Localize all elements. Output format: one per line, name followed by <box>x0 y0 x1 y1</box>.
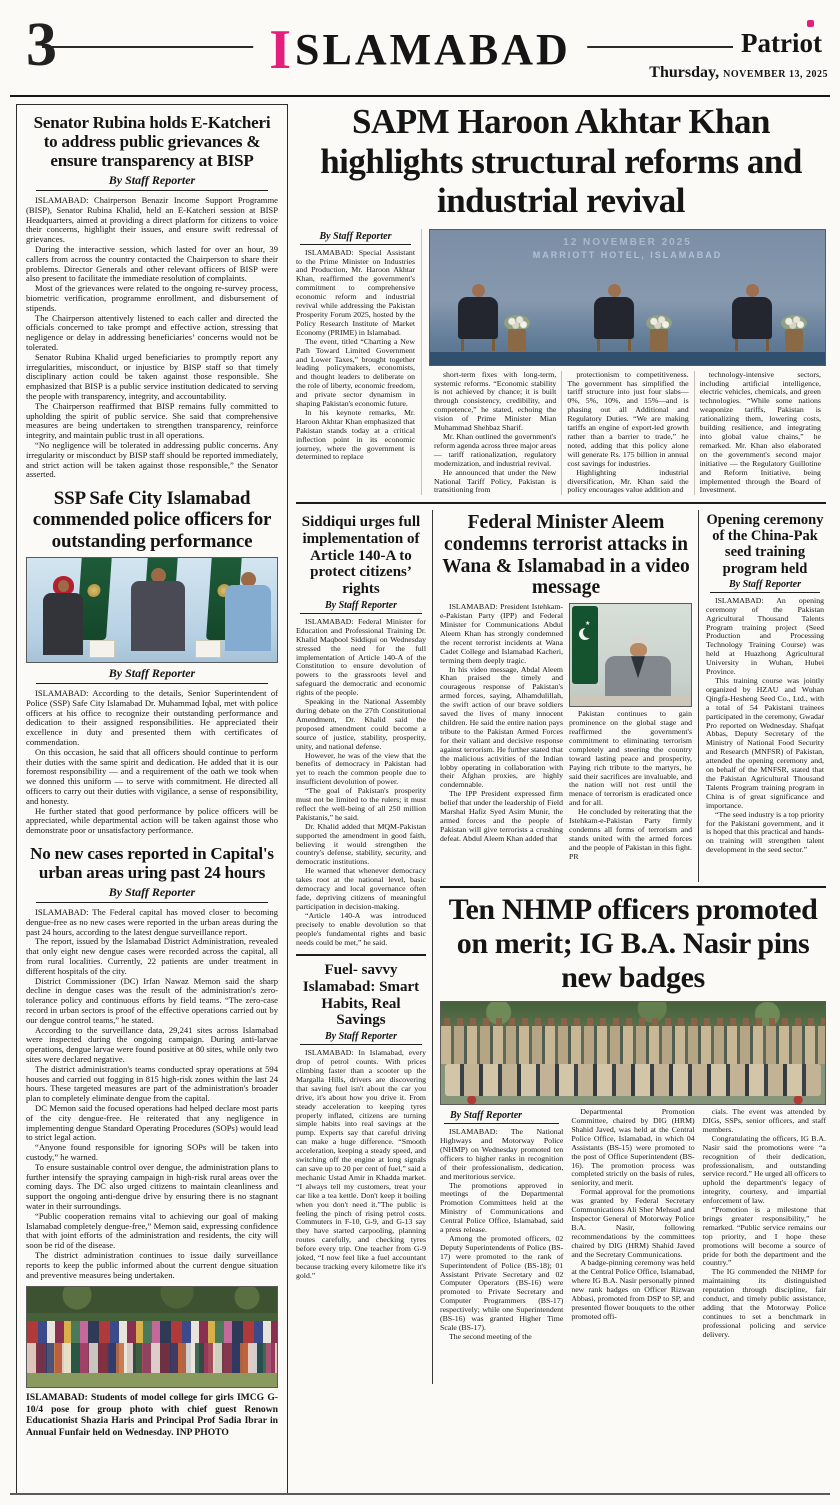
masthead <box>0 0 840 98</box>
paragraph: District Commissioner (DC) Irfan Nawaz Memon said the sharp decline in dengue cases was the result of the administration's zero-tolerance policy and continuous efforts by field teams. “The zero-case record in urban sectors is proof of the effective operations carried out by our dengue control teams,” he stated. <box>26 975 278 1025</box>
sapm-body-col2 <box>429 371 561 496</box>
paragraph: On this occasion, he said that all officers should continue to perform their duties with the same spirit and dedication. He added that it is our foremost responsibility — and a requirement of the oath we took when we donned this uniform — to serve with commitment. He directed all officers to carry out their duties with vigilance, a sense of responsibility, and honesty. <box>26 746 278 806</box>
nhmp-body-col3 <box>703 1108 826 1384</box>
fuel-article-headline: Fuel- savvy Islamabad: Smart Habits, Real Savings <box>302 962 420 1029</box>
flower-stand <box>508 329 526 351</box>
paragraph: The IPP President expressed firm belief that under the leadership of Field Marshal Hafiz Syed Asim Munir, the armed forces and the people of Pakistan will give terrorists a crushing defeat. Abdul Aleem Khan added that <box>440 789 563 843</box>
nhmp-body-col1-wrap <box>440 1108 563 1384</box>
minister-figure <box>599 635 677 696</box>
officer-figure <box>131 568 185 651</box>
seed-article <box>698 510 826 882</box>
paragraph: Pakistan continues to gain prominence on the global stage and reaffirmed the government's commitment to eliminating terrorism completely and steering the country toward lasting peace and prosperity, Paying rich tribute to the martyrs, he said their sacrifices are invaluable, and the nation will not rest until the menace of terrorism is eradicated once and for all. <box>569 709 692 808</box>
nhmp-body-col2 <box>571 1108 694 1384</box>
paragraph: Highlighting industrial diversification, Mr. Khan said the policy encourages value addition and <box>567 467 689 495</box>
siddiqui-article-byline: By Staff Reporter <box>300 600 422 614</box>
aleem-body-col2 <box>569 710 692 861</box>
pakistan-flag-icon <box>572 606 598 684</box>
paragraph: protectionism to competitiveness. The government has simplified the tariff structure into just four slabs—0%, 5%, 10%, and 15%—and is phasing out all Additional and Regulatory Duties. “We are making tariffs an engine of export-led growth rather than a barrier to trade,” he noted, adding that this policy alone will generate Rs. 175 billion in annual cost savings for industries. <box>567 369 689 468</box>
section-title <box>253 19 587 81</box>
paragraph: According to the surveillance data, 29,241 sites across Islamabad were inspected during the ongoing campaign. During anti-larvae operations, dengue larvae were found positive at 80 sites, while only two sites were declared negative. <box>26 1024 278 1064</box>
section-title-initial: I <box>269 19 294 81</box>
star-icon: ★ <box>585 621 591 628</box>
ssp-article-byline: By Staff Reporter <box>36 666 268 684</box>
paragraph: cials. The event was attended by DIGs, SSPs, senior officers, and staff members. <box>702 1108 826 1134</box>
paragraph: Departmental Promotion Committee, chaired by DIG (HRM) Shahid Javed, was held at the Central Police Office, Islamabad, in which 04 Assistants (BS-15) were promoted to the post of Office Superintendent (BS-16). The promotion process was completed strictly on the basis of rules, seniority, and merit. <box>571 1108 695 1188</box>
paragraph: Congratulating the officers, IG B.A. Nasir said the promotions were “a recognition of their dedication, professionalism, and outstanding service record.” He urged all officers to uphold the department's legacy of integrity, courtesy, and impartial enforcement of law. <box>702 1133 826 1206</box>
left-column <box>16 104 288 1494</box>
paragraph: The district administration's teams conducted spray operations at 594 houses and carried out fogging in 815 high-risk zones within the last 24 hours. These targeted measures are part of the administration's broader plan to completely eliminate dengue from the capital. <box>26 1063 278 1104</box>
paragraph: ISLAMABAD: Special Assistant to the Prime Minister on Industries and Production, Mr. Haroon Akhtar Khan, reaffirmed the government's commitment to comprehensive economic reform and industrial revival while addressing the Pakistan Prosperity Forum 2025, hosted by the Policy Research Institute of Market Economy (PRIME) in Islamabad. <box>296 247 415 337</box>
paragraph: ISLAMABAD: President Istehkam-e-Pakistan Party (IPP) and Federal Minister for Communications Abdul Aleem Khan has strongly condemned the recent terrorist incidents at Wana Cadet College and Islamabad Kacheri, terming them deeply tragic. <box>440 602 563 665</box>
right-stack <box>432 510 826 1384</box>
section-title-rest: SLAMABAD <box>295 25 571 74</box>
paragraph: The IG commended the NHMP for maintaining its distinguished reputation through discipline, fair conduct, and timely public assistance, adding that the Motorway Police continues to set a benchmark in professional policing and service delivery. <box>702 1267 826 1339</box>
page-number: 3 <box>26 11 57 79</box>
sapm-body-col1 <box>296 249 415 463</box>
paragraph: To ensure sustainable control over dengue, the administration plans to further intensify the spraying campaign in high-risk rural areas over the coming days. The DC also urged citizens to maintain cleanliness and support the ongoing anti-dengue drive by ensuring there is no stagnant water in their surroundings. <box>26 1161 278 1211</box>
crescent-icon <box>579 628 591 640</box>
paragraph: During the interactive session, which lasted for over an hour, 39 callers from across the country contacted the Chairperson to share their problems. Director Generals and other relevant officers of BISP were also present to facilitate the immediate resolution of complaints. <box>26 244 278 284</box>
prosperity-forum-photo <box>429 229 826 366</box>
paragraph: He concluded by reiterating that the Istehkam-e-Pakistan Party firmly condemns all forms of terrorism and stands united with the armed forces and the people of Pakistan in this fight. PR <box>569 807 692 861</box>
aleem-body-col2-wrap <box>569 603 692 861</box>
paragraph: ISLAMABAD: The National Highways and Motorway Police (NHMP) on Wednesday promoted ten officers to higher ranks in recognition of their professionalism, dedication, and meritorious service. <box>440 1127 564 1181</box>
nhmp-article <box>440 886 826 1384</box>
aleem-khan-photo <box>569 603 692 707</box>
certificate <box>195 640 221 658</box>
paragraph: The Chairperson reaffirmed that BISP remains fully committed to upholding the spirit of public service. She said that comprehensive measures are being undertaken to strengthen transparency, reinforce integrity, and maintain public trust in all operations. <box>26 400 278 441</box>
nhmp-top-rule <box>440 886 826 888</box>
paragraph: In his video message, Abdal Aleem Khan praised the timely and courageous response of Pakistan's armed forces, saying, Alhamdulillah, the swift action of our brave soldiers saved the lives of many innocent children. He said the entire nation pays tribute to the Pakistan Armed Forces for their valiant and decisive response against terrorism. He further stated that the malicious activities of the Indian lobby operating in collaboration with their Afghan proxies, are highly condemnable. <box>440 664 563 790</box>
dengue-article-headline: No new cases reported in Capital's urban areas uring past 24 hours <box>30 843 274 882</box>
seed-article-body <box>706 597 824 855</box>
dengue-article-body <box>26 908 278 1280</box>
siddiqui-article-headline: Siddiqui urges full implementation of Article 140-A to protect citizens’ rights <box>301 513 421 598</box>
paragraph: He announced that under the New National Tariff Policy, Pakistan is transitioning from <box>434 467 557 495</box>
paragraph: The district administration continues to issue daily surveillance reports to keep the public informed about the current dengue situation and preventive measures being undertaken. <box>26 1249 278 1280</box>
paragraph: “Article 140-A was introduced precisely to enable devolution so that people's fundamental rights and basic needs could be met,” he said. <box>296 910 426 947</box>
paragraph: “The seed industry is a top priority for the Pakistani government, and it is hoped that this practical and hands-on training will strengthen talent development in the seed sector.” <box>706 809 824 855</box>
ssp-article-body <box>26 689 278 836</box>
panelist-figure <box>726 284 778 351</box>
paragraph: He warned that whenever democracy takes root at the national level, basic democracy and local governance often fade, depriving citizens of meaningful participation in decision-making. <box>296 866 426 911</box>
paragraph: A badge-pinning ceremony was held at the Central Police Office, Islamabad, where IG B.A. Nasir personally pinned new rank badges on Officer Rizwan Abbasi, promoted from DSP to SP, and presented flower bouquets to the other promoted offi- <box>571 1258 695 1321</box>
page-bottom-rule <box>10 1493 830 1495</box>
header-bottom-rule <box>10 95 830 97</box>
nhmp-group-photo <box>440 1001 826 1105</box>
paragraph: In his keynote remarks, Mr. Haroon Akhtar Khan emphasized that Pakistan stands today at a critical inflection point in its economic journey, where the government is determined to replace <box>296 407 415 462</box>
panelist-figure <box>588 284 640 351</box>
paragraph: short-term fixes with long-term, systemic reforms. “Economic stability is not achieved by chance; it is built through consistency, credibility, and competence,” he stated, echoing the vision of Prime Minister Mian Muhammad Shehbaz Sharif. <box>434 369 557 433</box>
flower-stand <box>650 329 668 351</box>
senator-article-body <box>26 196 278 480</box>
dateline-date: NOVEMBER 13, 2025 <box>723 69 828 80</box>
officer-figure <box>225 572 271 651</box>
backdrop-venue: MARRIOTT HOTEL, ISLAMABAD <box>532 249 723 260</box>
sapm-body-col3 <box>561 371 693 496</box>
paragraph: The Chairperson attentively listened to each caller and directed the officials concerned to take prompt and effective action, stressing that negligence or delay in addressing beneficiaries’ concerns would not be tolerated. <box>26 312 278 353</box>
flag-emblem-icon <box>87 584 101 597</box>
brand-logo: Patriot <box>733 30 830 57</box>
sapm-right-block <box>429 229 826 496</box>
article-divider-rule <box>296 954 426 956</box>
sapm-columns-2-4 <box>429 371 826 496</box>
backdrop-date: 12 NOVEMBER 2025 <box>563 236 692 248</box>
paragraph: “Promotion is a milestone that brings greater responsibility,” he remarked. “Public service remains our top priority, and I hope these promotions will become a source of pride for both the department and the country.” <box>702 1205 826 1268</box>
aleem-article-headline: Federal Minister Aleem condemns terrorist attacks in Wana & Islamabad in a video message <box>442 511 690 599</box>
sapm-article-byline: By Staff Reporter <box>300 231 411 245</box>
ssp-article-headline: SSP Safe City Islamabad commended police officers for outstanding performance <box>32 488 272 552</box>
paragraph: The promotions approved in meetings of the Departmental Promotion Committees held at the Ministry of Communications and Central Police Office, Islamabad, said a press release. <box>440 1180 564 1235</box>
paragraph: DC Memon said the focused operations had helped declare most parts of the city dengue-free. He reiterated that any negligence in implementing dengue Standard Operating Procedures (SOPs) would lead to strict legal action. <box>26 1102 278 1143</box>
paragraph: ISLAMABAD: In Islamabad, every drop of petrol counts. With prices climbing faster than a scooter up the Margalla Hills, drivers are discovering that saving fuel isn't about the car you drive, it's about how you drive it. From steady acceleration to keeping tyres properly inflated, citizens are turning simple habits into real savings at the pump. Experts say that careful driving can make a huge difference. “Smooth acceleration, keeping a steady speed, and switching off the engine at long signals can save up to 20 per cent of fuel,” said a mechanic Ustad Amir in Khadda market. “I always tell my customers, treat your car like a tea kettle. Don't keep it boiling when you don't need it.”The public is feeling the pinch of rising petrol costs. Commuters in F-10, G-9, and G-13 say they have started carpooling, planning routes carefully, and checking tyres before every trip. One teacher from G-9 joked, “I now feel like a fuel accountant because tracking every kilometre like it's gold.” <box>296 1048 426 1280</box>
paragraph: ISLAMABAD: According to the details, Senior Superintendent of Police (SSP) Safe City Islamabad Dr. Muhammad Iqbal, met with police officers at his office to recognize their outstanding performance and dedication to their assigned responsibilities. He appreciated their excellence in duty and presented them with certificates of commendation. <box>26 688 278 747</box>
funfair-group-photo <box>26 1286 278 1388</box>
desk <box>570 696 691 706</box>
sapm-article <box>296 229 826 496</box>
paragraph: Most of the grievances were related to the ongoing re-survey process, biometric verification, programme enrollment, and disbursement of stipends. <box>26 283 278 313</box>
paragraph: technology-intensive sectors, including artificial intelligence, electric vehicles, chemicals, and green technologies. “While some nations weaponize tariffs, Pakistan is rationalizing them, lowering costs, building resilience, and integrating into global value chains,” he remarked. Mr. Khan also elaborated on the government's second major initiative — the Regulatory Guillotine and Reform Initiative, being implemented through the Board of Investment. <box>699 369 821 495</box>
paragraph: The report, issued by the Islamabad District Administration, revealed that only eight new dengue cases were recorded across the capital, all from rural localities. Currently, 22 patients are under treatment in different hospitals of the city. <box>26 936 278 976</box>
column-a <box>296 510 432 1384</box>
paragraph: Mr. Khan outlined the government's reform agenda across three major areas — tariff rationalization, regulatory modernization, and industrial revival. <box>434 431 557 468</box>
dateline <box>643 64 828 82</box>
siddiqui-article-body <box>296 618 426 948</box>
sapm-column-1 <box>296 229 422 496</box>
dateline-day: Thursday, <box>649 64 720 81</box>
aleem-seed-row <box>440 510 826 882</box>
paragraph: Among the promoted officers, 02 Deputy Superintendents of Police (BS-17) were promoted to the rank of Superintendent of Police (BS-18); 01 Assistant Private Secretary and 02 Computer Operators (BS-16) were promoted to Private Secretary and Computer Programmers (BS-17) respectively; while one Superintendent (BS-16) was granted Higher Time Scale (BS-17). <box>440 1233 564 1333</box>
paragraph: Formal approval for the promotions was granted by Federal Secretary Communications Ali Sher Mehsud and Inspector General of Motorway Police B.A. Nasir, following recommendations by the committees chaired by DIG (HRM) Shahid Javed and the Secretary Communications. <box>571 1187 695 1259</box>
section-divider-rule <box>296 502 826 504</box>
nhmp-columns <box>440 1108 826 1384</box>
fuel-article-byline: By Staff Reporter <box>300 1031 422 1045</box>
brand-accent-mark <box>807 20 814 27</box>
sapm-body-col4 <box>694 371 826 496</box>
panelist-figure <box>452 284 504 351</box>
funfair-photo-caption: ISLAMABAD: Students of model college for girls IMCG G-10/4 pose for group photo with chief guest Renown Educationist Shazia Haris and Principal Prof Sadia Ibrar in Annual Funfair held on Wednesday. INP PHOTO <box>26 1392 278 1438</box>
paragraph: “No negligence will be tolerated in addressing public concerns. Any irregularity or misconduct by BISP staff should be reported immediately, and strict action will be taken against those responsible,” the Senator asserted. <box>26 440 278 480</box>
lower-band <box>296 510 826 1384</box>
paragraph: However, he was of the view that the benefits of democracy in Pakistan had yet to reach the common people due to insufficient devolution of power. <box>296 750 426 787</box>
main-area <box>296 102 826 1498</box>
nhmp-article-headline: Ten NHMP officers promoted on merit; IG B.A. Nasir pins new badges <box>448 892 818 994</box>
paragraph: ISLAMABAD: The Federal capital has moved closer to becoming dengue-free as no new cases were reported in the urban areas during the past 24 hours, according to the latest dengue surveillance report. <box>26 907 278 937</box>
flower-stand <box>785 329 803 351</box>
nhmp-body-col1 <box>440 1128 563 1342</box>
paragraph: ISLAMABAD: Federal Minister for Education and Professional Training Dr. Khalid Maqbool Siddiqui on Wednesday stressed the need for the full implementation of Article 140-A of the Constitution to ensure devolution of powers to the grassroots level and safeguard the democratic and economic rights of the people. <box>296 616 426 698</box>
dengue-article-byline: By Staff Reporter <box>36 885 268 903</box>
aleem-body-col1 <box>440 603 563 861</box>
fuel-article-body <box>296 1049 426 1281</box>
paragraph: “Anyone found responsible for ignoring SOPs will be taken into custody,” he warned. <box>26 1142 278 1162</box>
certificate <box>89 640 115 658</box>
paragraph: “Public cooperation remains vital to achieving our goal of making Islamabad completely dengue-free,” Memon said, expressing confidence that with joint efforts of the administration and residents, the city will soon be rid of the disease. <box>26 1210 278 1251</box>
paragraph: Dr. Khalid added that MQM-Pakistan supported the amendment in good faith, believing it would strengthen the country's defense, stability, security, and democratic institutions. <box>296 821 426 867</box>
paragraph: This training course was jointly organized by HZAU and Wuhan Qingfa-Hesheng Seed Co., Ltd., with a total of 54 Pakistani trainees participated in the ceremony, Gwadar Pro reported on Wednesday. Shafqat Abbas, Deputy Secretary of the Ministry of National Food Security and Research (MNFSR) of Pakistan, attended the opening ceremony and, on behalf of the MNFSR, stated that the Pakistan Agricultural Thousand Talents Program training program in China is of great significance and importance. <box>706 676 824 810</box>
officer-figure <box>43 576 83 655</box>
seed-article-headline: Opening ceremony of the China-Pak seed training program held <box>706 511 824 577</box>
paragraph: The event, titled “Charting a New Path Toward Limited Government and Lower Taxes,” brought together leading policymakers, economists, and thought leaders to deliberate on the role of liberty, economic freedom, and private sector dynamism in shaping Pakistan's economic future. <box>296 336 415 409</box>
crowd-row <box>27 1343 277 1373</box>
paragraph: The second meeting of the <box>449 1331 532 1341</box>
photo-banner-strip <box>430 352 825 365</box>
senator-article-headline: Senator Rubina holds E-Katcheri to address public grievances & ensure transparency at BISP <box>33 113 271 171</box>
paragraph: He further stated that good performance by police officers will be appreciated, while departmental action will be taken against those who demonstrate poor or unsatisfactory performance. <box>26 805 278 836</box>
paragraph: Senator Rubina Khalid urged beneficiaries to promptly report any irregularities, misconduct, or injustice by BISP staff so that timely disciplinary action could be taken against those responsible. She emphasized that BISP is a public service institution dedicated to serving the people with transparency, integrity, and accountability. <box>26 351 278 402</box>
ssp-ceremony-photo <box>26 557 278 663</box>
paragraph: Speaking in the National Assembly during debate on the 27th Constitutional Amendment, Dr. Khalid said the proposed amendment could become a source of justice, stability, prosperity, unity, and national defense. <box>296 697 426 751</box>
nhmp-article-byline: By Staff Reporter <box>444 1110 559 1124</box>
paragraph: “The goal of Pakistan's prosperity must not be limited to the rulers; it must reflect the well-being of all 250 million Pakistanis,” he said. <box>296 786 426 822</box>
officers-seated-row <box>445 1064 821 1096</box>
officers-standing-row <box>441 1026 825 1064</box>
seed-article-byline: By Staff Reporter <box>710 579 820 593</box>
backdrop-text <box>430 237 825 260</box>
sapm-article-headline: SAPM Haroon Akhtar Khan highlights structural reforms and industrial revival <box>320 102 802 221</box>
senator-article-byline: By Staff Reporter <box>36 173 268 191</box>
aleem-article <box>440 510 698 882</box>
paragraph: ISLAMABAD: Chairperson Benazir Income Support Programme (BISP), Senator Rubina Khalid, held an E-Katcheri session at BISP Headquarters, aimed at providing a direct platform for citizens to voice their concerns, highlight their issues, and ensure swift redressal of grievances. <box>26 195 278 245</box>
paragraph: ISLAMABAD: An opening ceremony of the Pakistan Agricultural Thousand Talents Program training project (Seed Production and Processing Technology Training Course) was held at Huazhong Agricultural University in Wuhan, Hubei Province. <box>706 595 824 677</box>
